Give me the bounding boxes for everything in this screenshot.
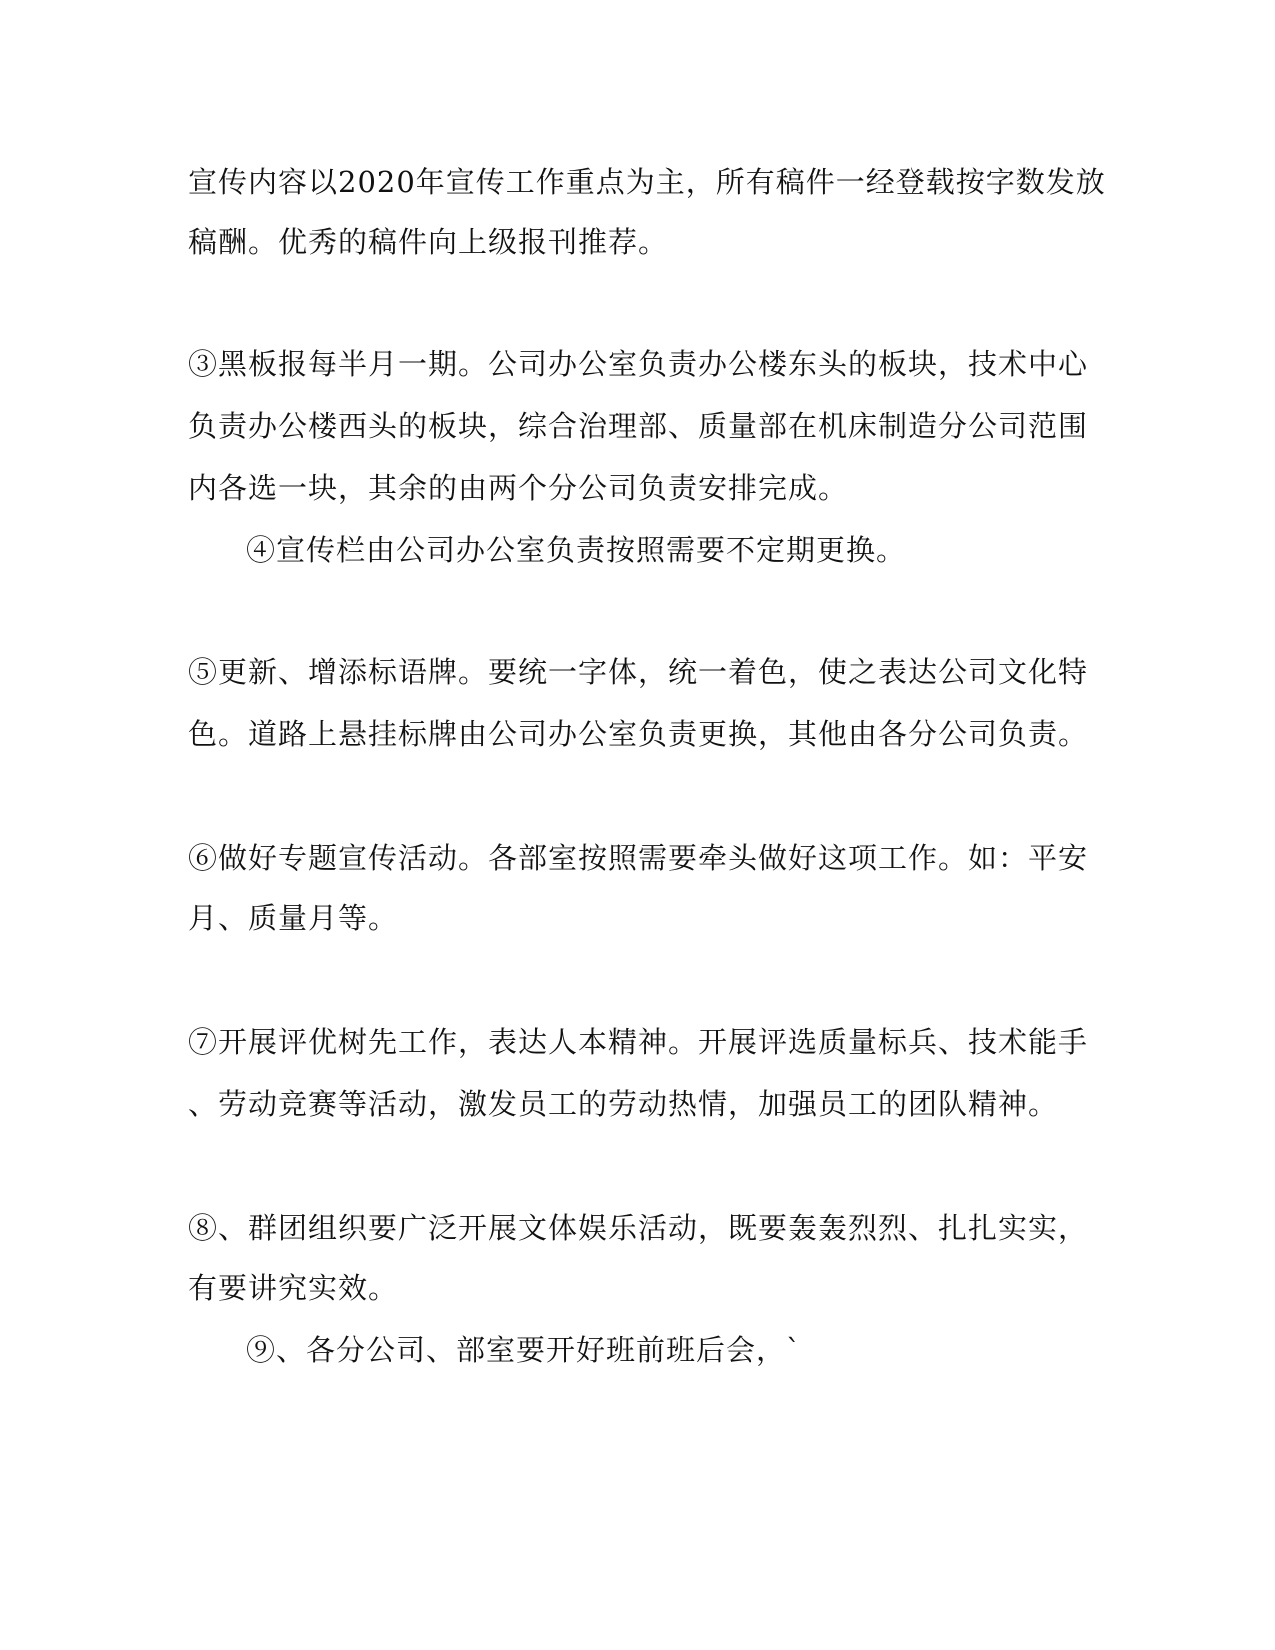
text-line-11: ⑦开展评优树先工作，表达人本精神。开展评选质量标兵、技术能手 (188, 1025, 1089, 1059)
text-line-6: ④宣传栏由公司办公室负责按照需要不定期更换。 (246, 533, 907, 567)
text-line-5: 内各选一块，其余的由两个分公司负责安排完成。 (188, 471, 849, 505)
text-line-8: 色。道路上悬挂标牌由公司办公室负责更换，其他由各分公司负责。 (188, 717, 1089, 751)
text-line-14: 有要讲究实效。 (188, 1271, 399, 1305)
text-line-9: ⑥做好专题宣传活动。各部室按照需要牵头做好这项工作。如：平安 (188, 841, 1089, 875)
text-line-15: ⑨、各分公司、部室要开好班前班后会，` (246, 1333, 802, 1367)
text-line-4: 负责办公楼西头的板块，综合治理部、质量部在机床制造分公司范围 (188, 409, 1089, 443)
text-line-10: 月、质量月等。 (188, 901, 399, 935)
text-line-1: 宣传内容以2020年宣传工作重点为主，所有稿件一经登载按字数发放 (188, 165, 1106, 199)
text-line-3: ③黑板报每半月一期。公司办公室负责办公楼东头的板块，技术中心 (188, 347, 1089, 381)
text-line-2: 稿酬。优秀的稿件向上级报刊推荐。 (188, 225, 669, 259)
text-line-13: ⑧、群团组织要广泛开展文体娱乐活动，既要轰轰烈烈、扎扎实实， (188, 1211, 1089, 1245)
text-line-7: ⑤更新、增添标语牌。要统一字体，统一着色，使之表达公司文化特 (188, 655, 1089, 689)
text-line-12: 、劳动竞赛等活动，激发员工的劳动热情，加强员工的团队精神。 (188, 1087, 1059, 1121)
